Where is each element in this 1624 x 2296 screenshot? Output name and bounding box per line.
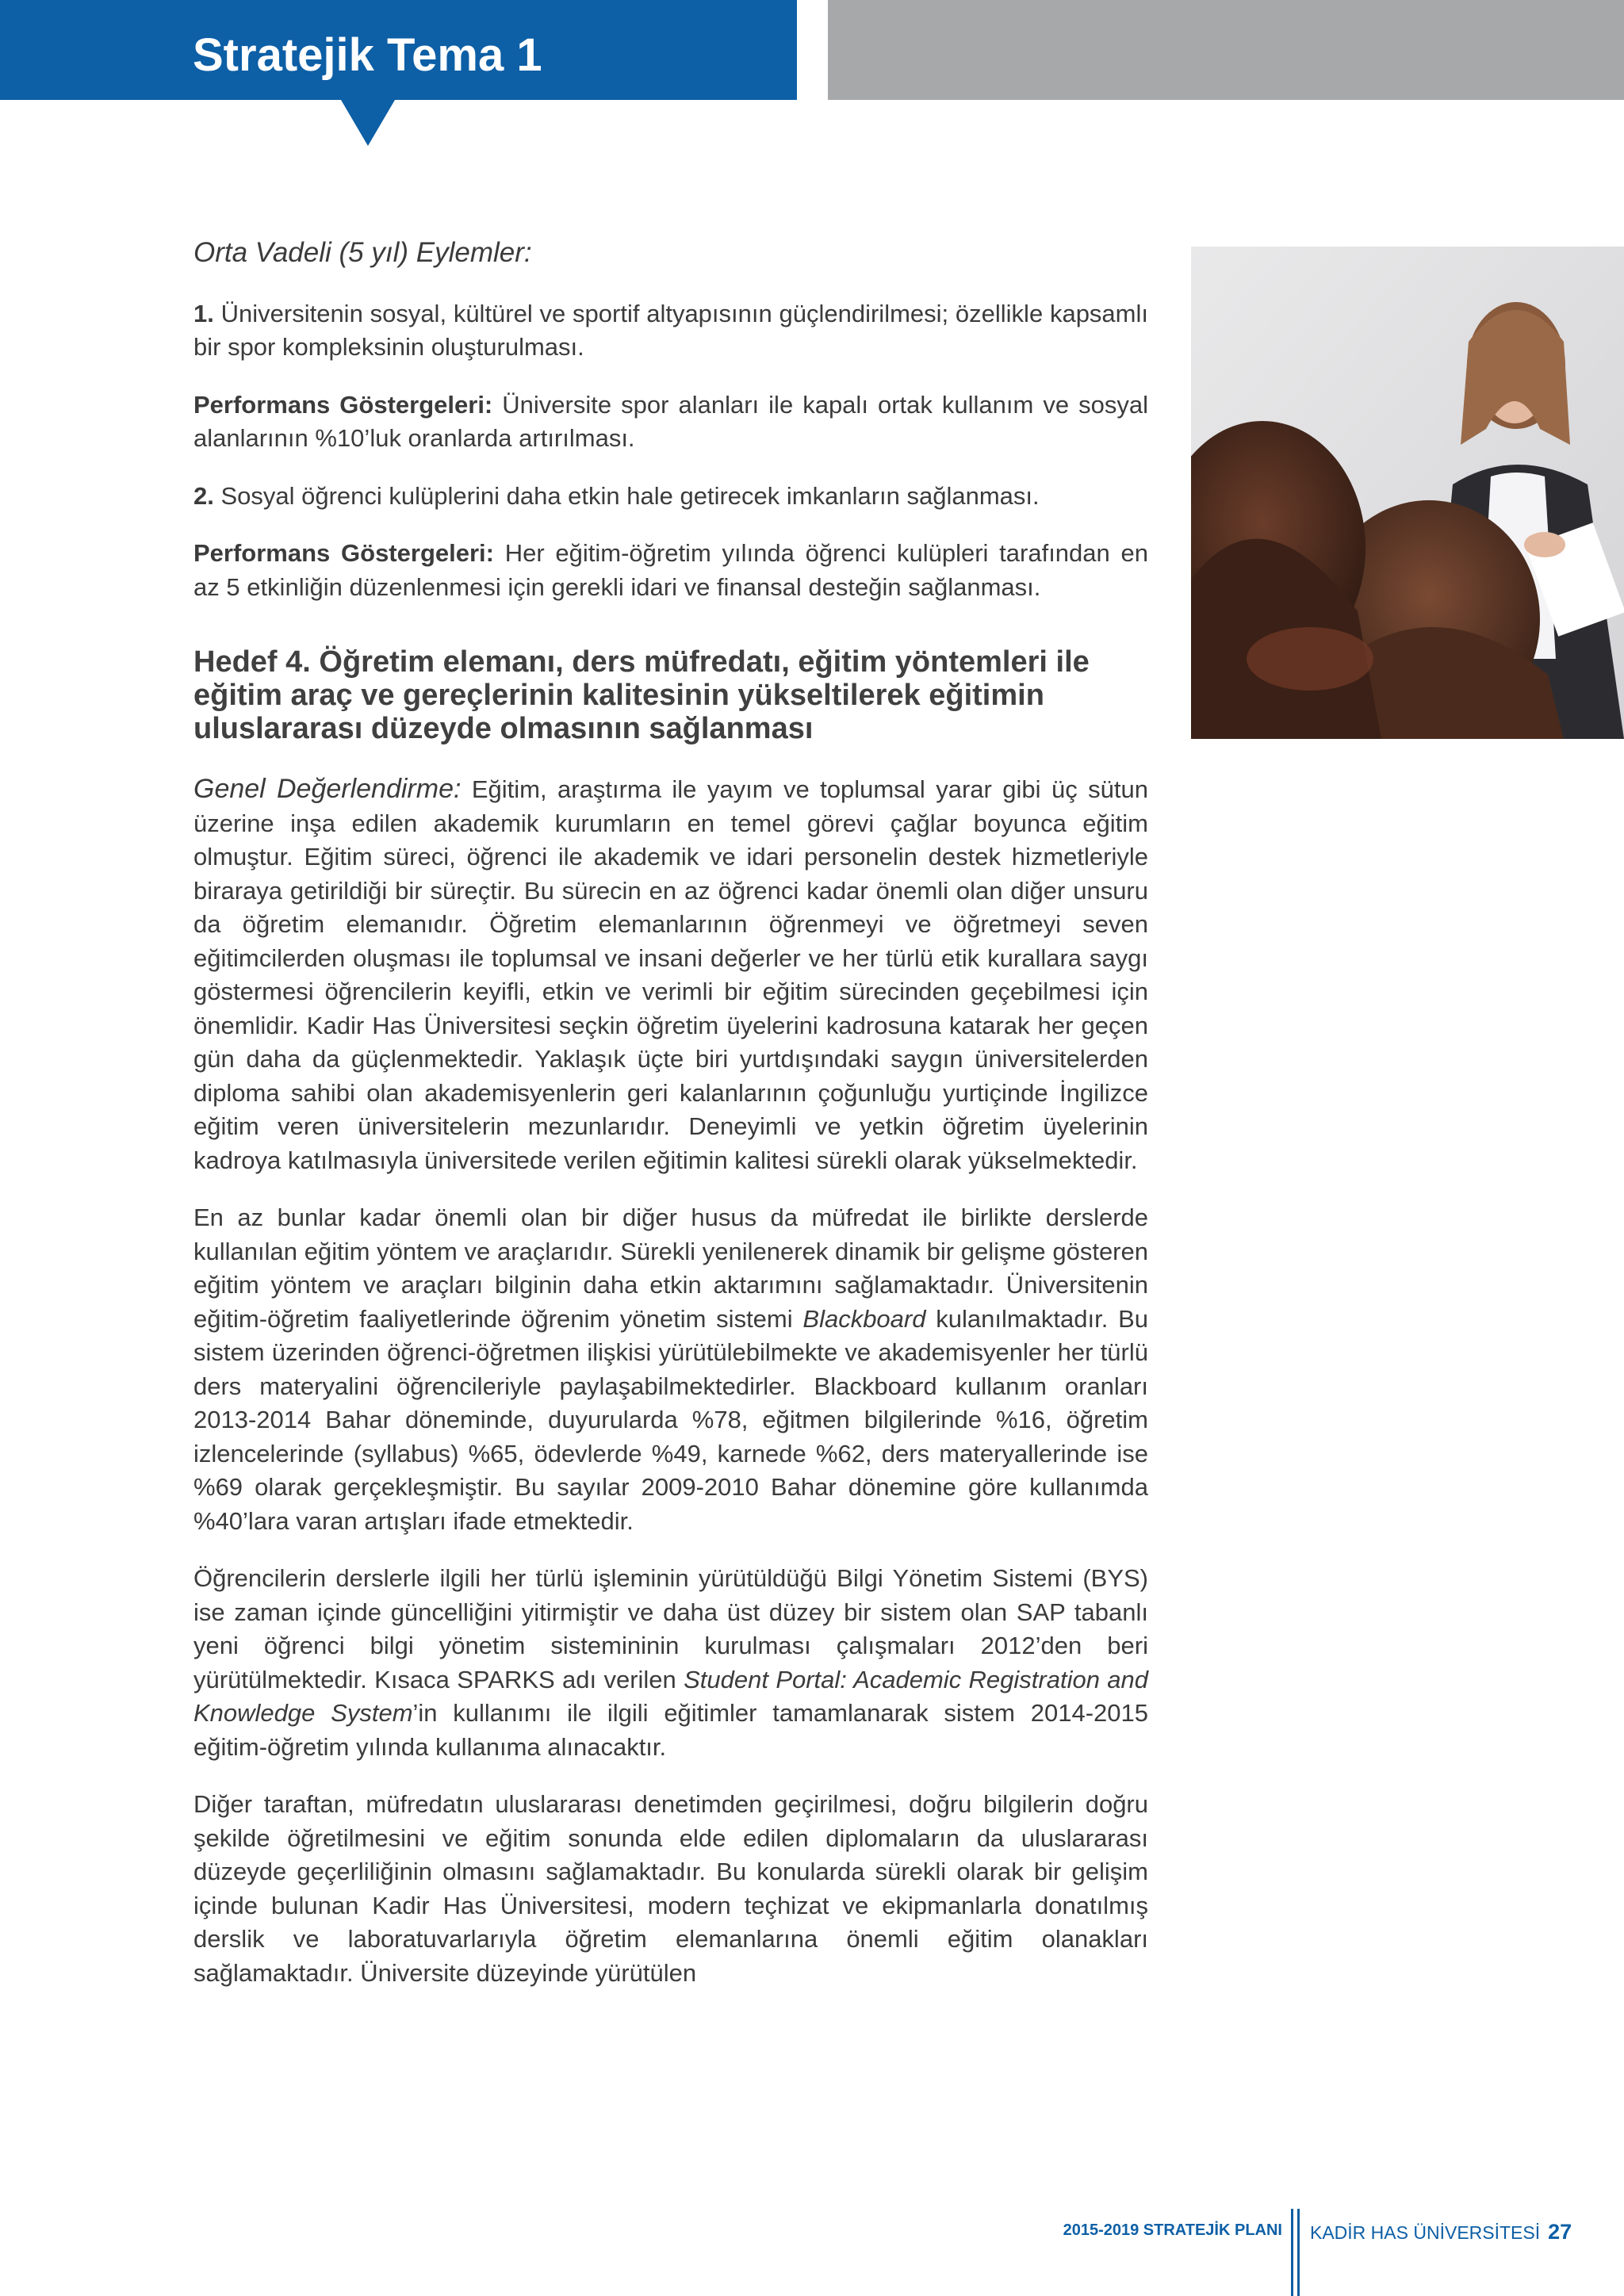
- body-paragraph-3-a: Öğrencilerin derslerle ilgili her türlü işleminin yürütüldüğü Bilgi Yönetim Sistemi (BYS) ise zaman içinde güncelliğini yitirmiştir ve daha üst düzey bir sistem olan SAP tabanlı yeni öğrenci bilgi yönetim sistemininin kurulması çalışmaları 2012’den beri yürütülmektedir. Kısaca SPARKS adı verilen: [193, 1564, 1148, 1693]
- footer-divider: [1291, 2209, 1293, 2296]
- header-grey-band: [828, 0, 1624, 100]
- body-paragraph-2: [193, 1201, 1148, 1538]
- body-paragraph-2-italic: Blackboard: [802, 1304, 926, 1333]
- body-paragraph-4: Diğer taraftan, müfredatın uluslararası denetimden geçirilmesi, doğru bilgilerin doğru şekilde öğretilmesini ve eğitim sonunda elde edilen diplomaların da uluslararası düzeyde geçerliliğinin olmasını sağlamaktadır. Bu konularda sürekli olarak bir gelişim içinde bulunan Kadir Has Üniversitesi, modern teçhizat ve ekipmanlarla donatılmış derslik ve laboratuvarlarıyla öğretim elemanlarına önemli eğitim olanakları sağlamaktadır. Üniversite düzeyinde yürütülen: [193, 1790, 1148, 1987]
- page-footer: [0, 2204, 1624, 2296]
- performance-indicator-2: [193, 537, 1148, 604]
- action-item-1-number: 1.: [193, 299, 214, 327]
- section-subhead: Orta Vadeli (5 yıl) Eylemler:: [193, 237, 532, 268]
- action-item-1: [193, 297, 1148, 365]
- page-number: 27: [1548, 2220, 1572, 2244]
- action-item-2-text: Sosyal öğrenci kulüplerini daha etkin hale getirecek imkanların sağlanması.: [213, 481, 1040, 510]
- goal-heading: Hedef 4. Öğretim elemanı, ders müfredatı, eğitim yöntemleri ile eğitim araç ve gereçlerinin kalitesinin yükseltilerek eğitimin uluslararası düzeyde olmasının sağlanması: [193, 645, 1090, 745]
- action-item-2: [193, 480, 1148, 514]
- performance-indicator-2-label: Performans Göstergeleri:: [193, 539, 494, 567]
- footer-plan-title: 2015-2019 STRATEJİK PLANI: [1063, 2221, 1282, 2239]
- performance-indicator-1-text: Üniversite spor alanları ile kapalı ortak kullanım ve sosyal alanlarının %10’luk oranlarda artırılması.: [193, 390, 1148, 452]
- body-paragraph-1: [193, 772, 1148, 1177]
- body-paragraph-2-b: kulanılmaktadır. Bu sistem üzerinden öğrenci-öğretmen ilişkisi yürütülebilmekte ve akademisyenler her türlü ders materyalini öğrencileriyle paylaşabilmektedirler. Blackboard kullanım oranları 2013-2014 Bahar döneminde, duyurularda %78, eğitmen bilgilerinde %16, öğretim izlencelerinde (syllabus) %65, ödevlerde %49, karnede %62, ders materyallerinde ise %69 olarak gerçekleşmiştir. Bu sayılar 2009-2010 Bahar dönemine göre kullanımda %40’lara varan artışları ifade etmektedir.: [193, 1304, 1148, 1535]
- footer-university: [1310, 2220, 1572, 2244]
- body-paragraph-2-a: En az bunlar kadar önemli olan bir diğer husus da müfredat ile birlikte derslerde kullanılan eğitim yöntem ve araçlarıdır. Sürekli yenilenerek dinamik bir gelişme gösteren eğitim yöntem ve araçları bilginin daha etkin aktarımını sağlamaktadır. Üniversitenin eğitim-öğretim faaliyetlerinde öğrenim yönetim sistemi: [193, 1203, 1148, 1333]
- evaluation-label: Genel Değerlendirme:: [193, 774, 462, 804]
- main-content: [193, 236, 1148, 2014]
- performance-indicator-2-text: Her eğitim-öğretim yılında öğrenci kulüpleri tarafından en az 5 etkinliğin düzenlenmesi için gerekli idari ve finansal desteğin sağlanması.: [193, 539, 1148, 601]
- classroom-photo: [1191, 247, 1624, 739]
- action-item-1-text: Üniversitenin sosyal, kültürel ve sportif altyapısının güçlendirilmesi; özellikle kapsamlı bir spor kompleksinin oluşturulması.: [193, 299, 1148, 361]
- page-title: Stratejik Tema 1: [193, 29, 542, 81]
- body-paragraph-3: [193, 1562, 1148, 1764]
- body-paragraph-3-b: ’in kullanımı ile ilgili eğitimler tamamlanarak sistem 2014-2015 eğitim-öğretim yılında kullanıma alınacaktır.: [193, 1699, 1148, 1761]
- performance-indicator-1: [193, 388, 1148, 456]
- body-paragraph-3-italic: Student Portal: Academic Registration and Knowledge System: [193, 1665, 1148, 1727]
- header-notch: [341, 100, 395, 146]
- body-paragraph-1-text: Eğitim, araştırma ile yayım ve toplumsal yarar gibi üç sütun üzerine inşa edilen akademik kurumların en temel görevi çağlar boyunca eğitim olmuştur. Eğitim süreci, öğrenci ile akademik ve idari personelin destek hizmetleriyle biraraya getirildiği bir süreçtir. Bu sürecin en az öğrenci kadar önemli olan diğer unsuru da öğretim elemanıdır. Öğretim elemanlarının öğrenmeyi ve öğretmeyi seven eğitimcilerden oluşması ile toplumsal ve insani değerler ve her türlü etik kurallara saygı göstermesi öğrencilerin keyifli, etkin ve verimli bir eğitim sürecinden geçebilmesi için önemlidir. Kadir Has Üniversitesi seçkin öğretim üyelerini kadrosuna katarak her geçen gün daha da güçlenmektedir. Yaklaşık üçte biri yurtdışındaki saygın üniversitelerden diploma sahibi olan akademisyenlerin geri kalanlarının çoğunluğu yurtiçinde İngilizce eğitim veren üniversitelerin mezunlarıdır. Deneyimli ve yetkin öğretim üyelerinin kadroya katılmasıyla üniversitede verilen eğitimin kalitesi sürekli olarak yükselmektedir.: [193, 775, 1148, 1174]
- action-item-2-number: 2.: [193, 481, 214, 510]
- footer-divider-2: [1297, 2209, 1300, 2296]
- footer-university-name: KADİR HAS ÜNİVERSİTESİ: [1310, 2222, 1541, 2243]
- performance-indicator-1-label: Performans Göstergeleri:: [193, 390, 493, 419]
